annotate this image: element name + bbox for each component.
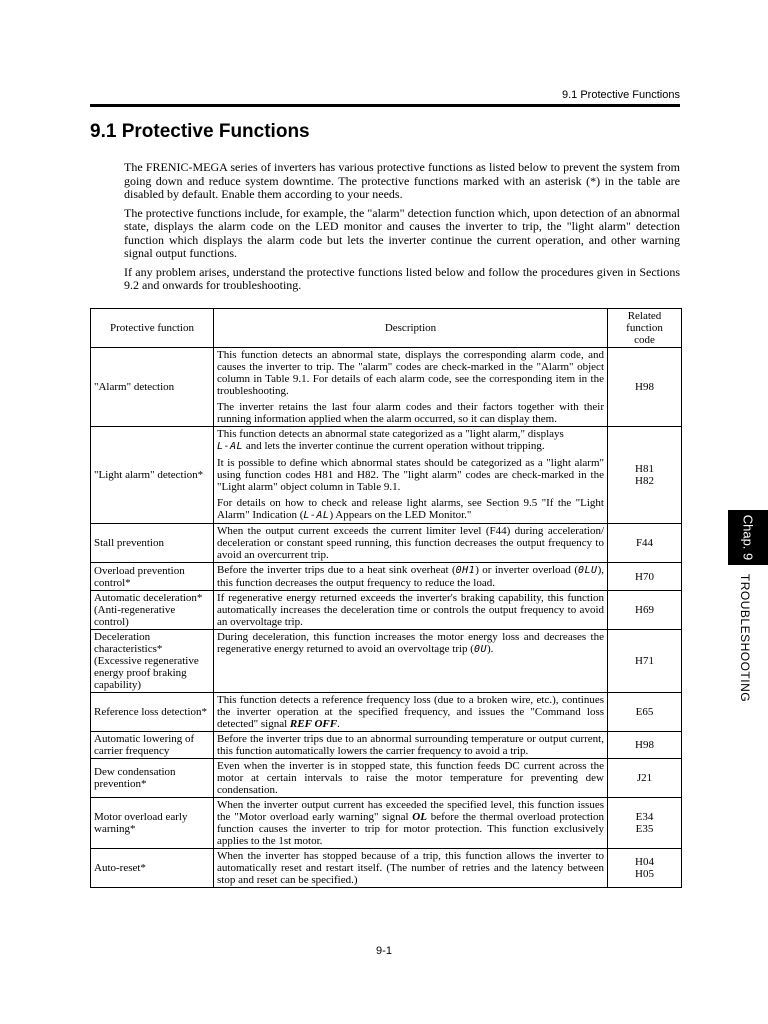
- intro-text: [124, 161, 680, 298]
- chapter-side-label: TROUBLESHOOTING: [738, 573, 752, 703]
- intro-paragraph: The protective functions include, for example, the "alarm" detection function which, upon detection of an abnormal state, displays the alarm code on the LED monitor and causes the inverter to trip, the "light alarm" detection function which displays the alarm code but lets the inverter continue the current operation, and other warning signal output functions.: [124, 205, 680, 260]
- description-text: ).: [487, 643, 494, 655]
- description-paragraph: The inverter retains the last four alarm codes and their factors together with their running information applied when the alarm occurred, so it can display them.: [217, 401, 604, 425]
- table-row: [91, 630, 682, 693]
- running-head: 9.1 Protective Functions: [561, 89, 680, 101]
- signal-name: REF OFF: [289, 718, 338, 730]
- led-code: 0LU: [578, 565, 598, 576]
- chapter-tab: [728, 510, 768, 565]
- description-text: ), this function decreases the output frequency to reduce the load.: [217, 564, 604, 589]
- function-cell: [91, 630, 214, 693]
- code-value: H82: [635, 475, 654, 487]
- function-cell: [91, 591, 214, 630]
- code-value: E35: [635, 823, 654, 835]
- protective-functions-table: [90, 308, 682, 888]
- code-value: H04: [635, 856, 654, 868]
- column-header-function: Protective function: [91, 309, 214, 348]
- code-cell: H98: [608, 348, 682, 427]
- column-header-description: Description: [214, 309, 608, 348]
- description-text: This function detects a reference frequency loss (due to a broken wire, etc.), continues the inverter operation at the specified frequency, and issues the "Command loss detected" signal: [217, 694, 604, 730]
- code-cell: [608, 427, 682, 524]
- description-cell: Before the inverter trips due to an abnormal surrounding temperature or output current, this function automatically lowers the carrier frequency to avoid a trip.: [214, 732, 608, 759]
- function-cell: Reference loss detection*: [91, 693, 214, 732]
- chapter-tab-label: Chap. 9: [740, 514, 756, 561]
- table-row: [91, 693, 682, 732]
- description-cell: If regenerative energy returned exceeds the inverter's braking capability, this function automatically increases the deceleration time or controls the output frequency to avoid an overvoltage trip.: [214, 591, 608, 630]
- code-header-line: Related: [627, 310, 662, 322]
- description-text: When the inverter output current has exceeded the specified level, this function issues the "Motor overload early warning" signal: [217, 799, 604, 823]
- led-code: 0H1: [455, 565, 476, 576]
- led-code: L-AL: [303, 510, 330, 521]
- description-text: For details on how to check and release light alarms, see Section 9.5 "If the "Light Alarm" Indication (: [217, 497, 604, 521]
- table-row: [91, 524, 682, 563]
- code-value: H05: [635, 868, 654, 880]
- code-cell: [608, 849, 682, 888]
- page-number: 9-1: [376, 945, 392, 957]
- page-title: 9.1 Protective Functions: [90, 121, 310, 142]
- description-cell: When the output current exceeds the current limiter level (F44) during acceleration/ deceleration or constant speed running, this function decreases the output frequency to avoid an overcurrent trip.: [214, 524, 608, 563]
- description-paragraph: It is possible to define which abnormal states should be categorized as a "light alarm" using function codes H81 and H82. The "light alarm" codes are check-marked in the "Light alarm" object column in Table 9.1.: [217, 457, 604, 493]
- function-cell: Automatic lowering of carrier frequency: [91, 732, 214, 759]
- code-cell: E65: [608, 693, 682, 732]
- intro-paragraph: The FRENIC-MEGA series of inverters has various protective functions as listed below to prevent the system from going down and reduce system downtime. The protective functions marked with an asterisk (*) in the table are disabled by default. Enable them according to your needs.: [124, 160, 680, 201]
- table-row: [91, 759, 682, 798]
- description-text: ) or inverter overload (: [475, 564, 579, 576]
- header-rule: [90, 104, 680, 107]
- function-cell: Stall prevention: [91, 524, 214, 563]
- function-cell: Dew condensation prevention*: [91, 759, 214, 798]
- description-text: This function detects an abnormal state categorized as a "light alarm," displays: [217, 428, 564, 440]
- function-cell: "Light alarm" detection*: [91, 427, 214, 524]
- description-cell: [214, 798, 608, 849]
- signal-name: OL: [412, 811, 427, 823]
- led-code: L-AL: [217, 441, 244, 452]
- description-cell: [214, 348, 608, 427]
- code-cell: H71: [608, 630, 682, 693]
- description-text: During deceleration, this function increases the motor energy loss and decreases the regenerative energy returned to avoid an overvoltage trip (: [217, 631, 604, 655]
- function-subname: (Anti-regenerative control): [94, 604, 176, 628]
- table-row: [91, 798, 682, 849]
- description-paragraph: [217, 497, 604, 522]
- code-cell: H98: [608, 732, 682, 759]
- table-row: [91, 348, 682, 427]
- function-name: Deceleration characteristics*: [94, 631, 163, 655]
- description-text: and lets the inverter continue the current operation without tripping.: [243, 440, 545, 452]
- table-row: [91, 563, 682, 591]
- function-cell: Overload prevention control*: [91, 563, 214, 591]
- code-header-line: function: [626, 322, 663, 334]
- description-text: ) Appears on the LED Monitor.": [329, 509, 472, 521]
- description-cell: [214, 563, 608, 591]
- code-value: H81: [635, 463, 654, 475]
- code-header-line: code: [634, 334, 655, 346]
- function-cell: Auto-reset*: [91, 849, 214, 888]
- description-cell: [214, 693, 608, 732]
- description-text: Before the inverter trips due to a heat sink overheat (: [217, 564, 456, 576]
- description-text: before the thermal overload protection function causes the inverter to trip for motor protection. This function exclusively applies to the 1st motor.: [217, 811, 604, 847]
- description-cell: When the inverter has stopped because of a trip, this function allows the inverter to automatically reset and restart itself. (The number of retries and the latency between stop and reset can be specified.): [214, 849, 608, 888]
- description-cell: Even when the inverter is in stopped state, this function feeds DC current across the motor at certain intervals to raise the motor temperature for preventing dew condensation.: [214, 759, 608, 798]
- function-subname: (Excessive regenerative energy proof braking capability): [94, 655, 199, 691]
- intro-paragraph: If any problem arises, understand the protective functions listed below and follow the procedures given in Sections 9.2 and onwards for troubleshooting.: [124, 264, 680, 292]
- function-name: Automatic deceleration*: [94, 592, 203, 604]
- led-code: 0U: [473, 644, 488, 655]
- code-cell: J21: [608, 759, 682, 798]
- table-header-row: [91, 309, 682, 348]
- column-header-code: [608, 309, 682, 348]
- table-row: [91, 849, 682, 888]
- table-row: [91, 591, 682, 630]
- description-paragraph: [217, 428, 604, 453]
- table-row: [91, 427, 682, 524]
- code-cell: H69: [608, 591, 682, 630]
- function-cell: "Alarm" detection: [91, 348, 214, 427]
- code-cell: [608, 798, 682, 849]
- code-value: E34: [635, 811, 654, 823]
- code-cell: F44: [608, 524, 682, 563]
- description-text: .: [337, 718, 340, 730]
- function-cell: Motor overload early warning*: [91, 798, 214, 849]
- description-cell: [214, 427, 608, 524]
- description-paragraph: This function detects an abnormal state, displays the corresponding alarm code, and causes the inverter to trip. The "alarm" codes are check-marked in the "Alarm" object column in Table 9.1. For details of each alarm code, see the corresponding item in the troubleshooting.: [217, 349, 604, 397]
- description-cell: [214, 630, 608, 693]
- table-row: [91, 732, 682, 759]
- code-cell: H70: [608, 563, 682, 591]
